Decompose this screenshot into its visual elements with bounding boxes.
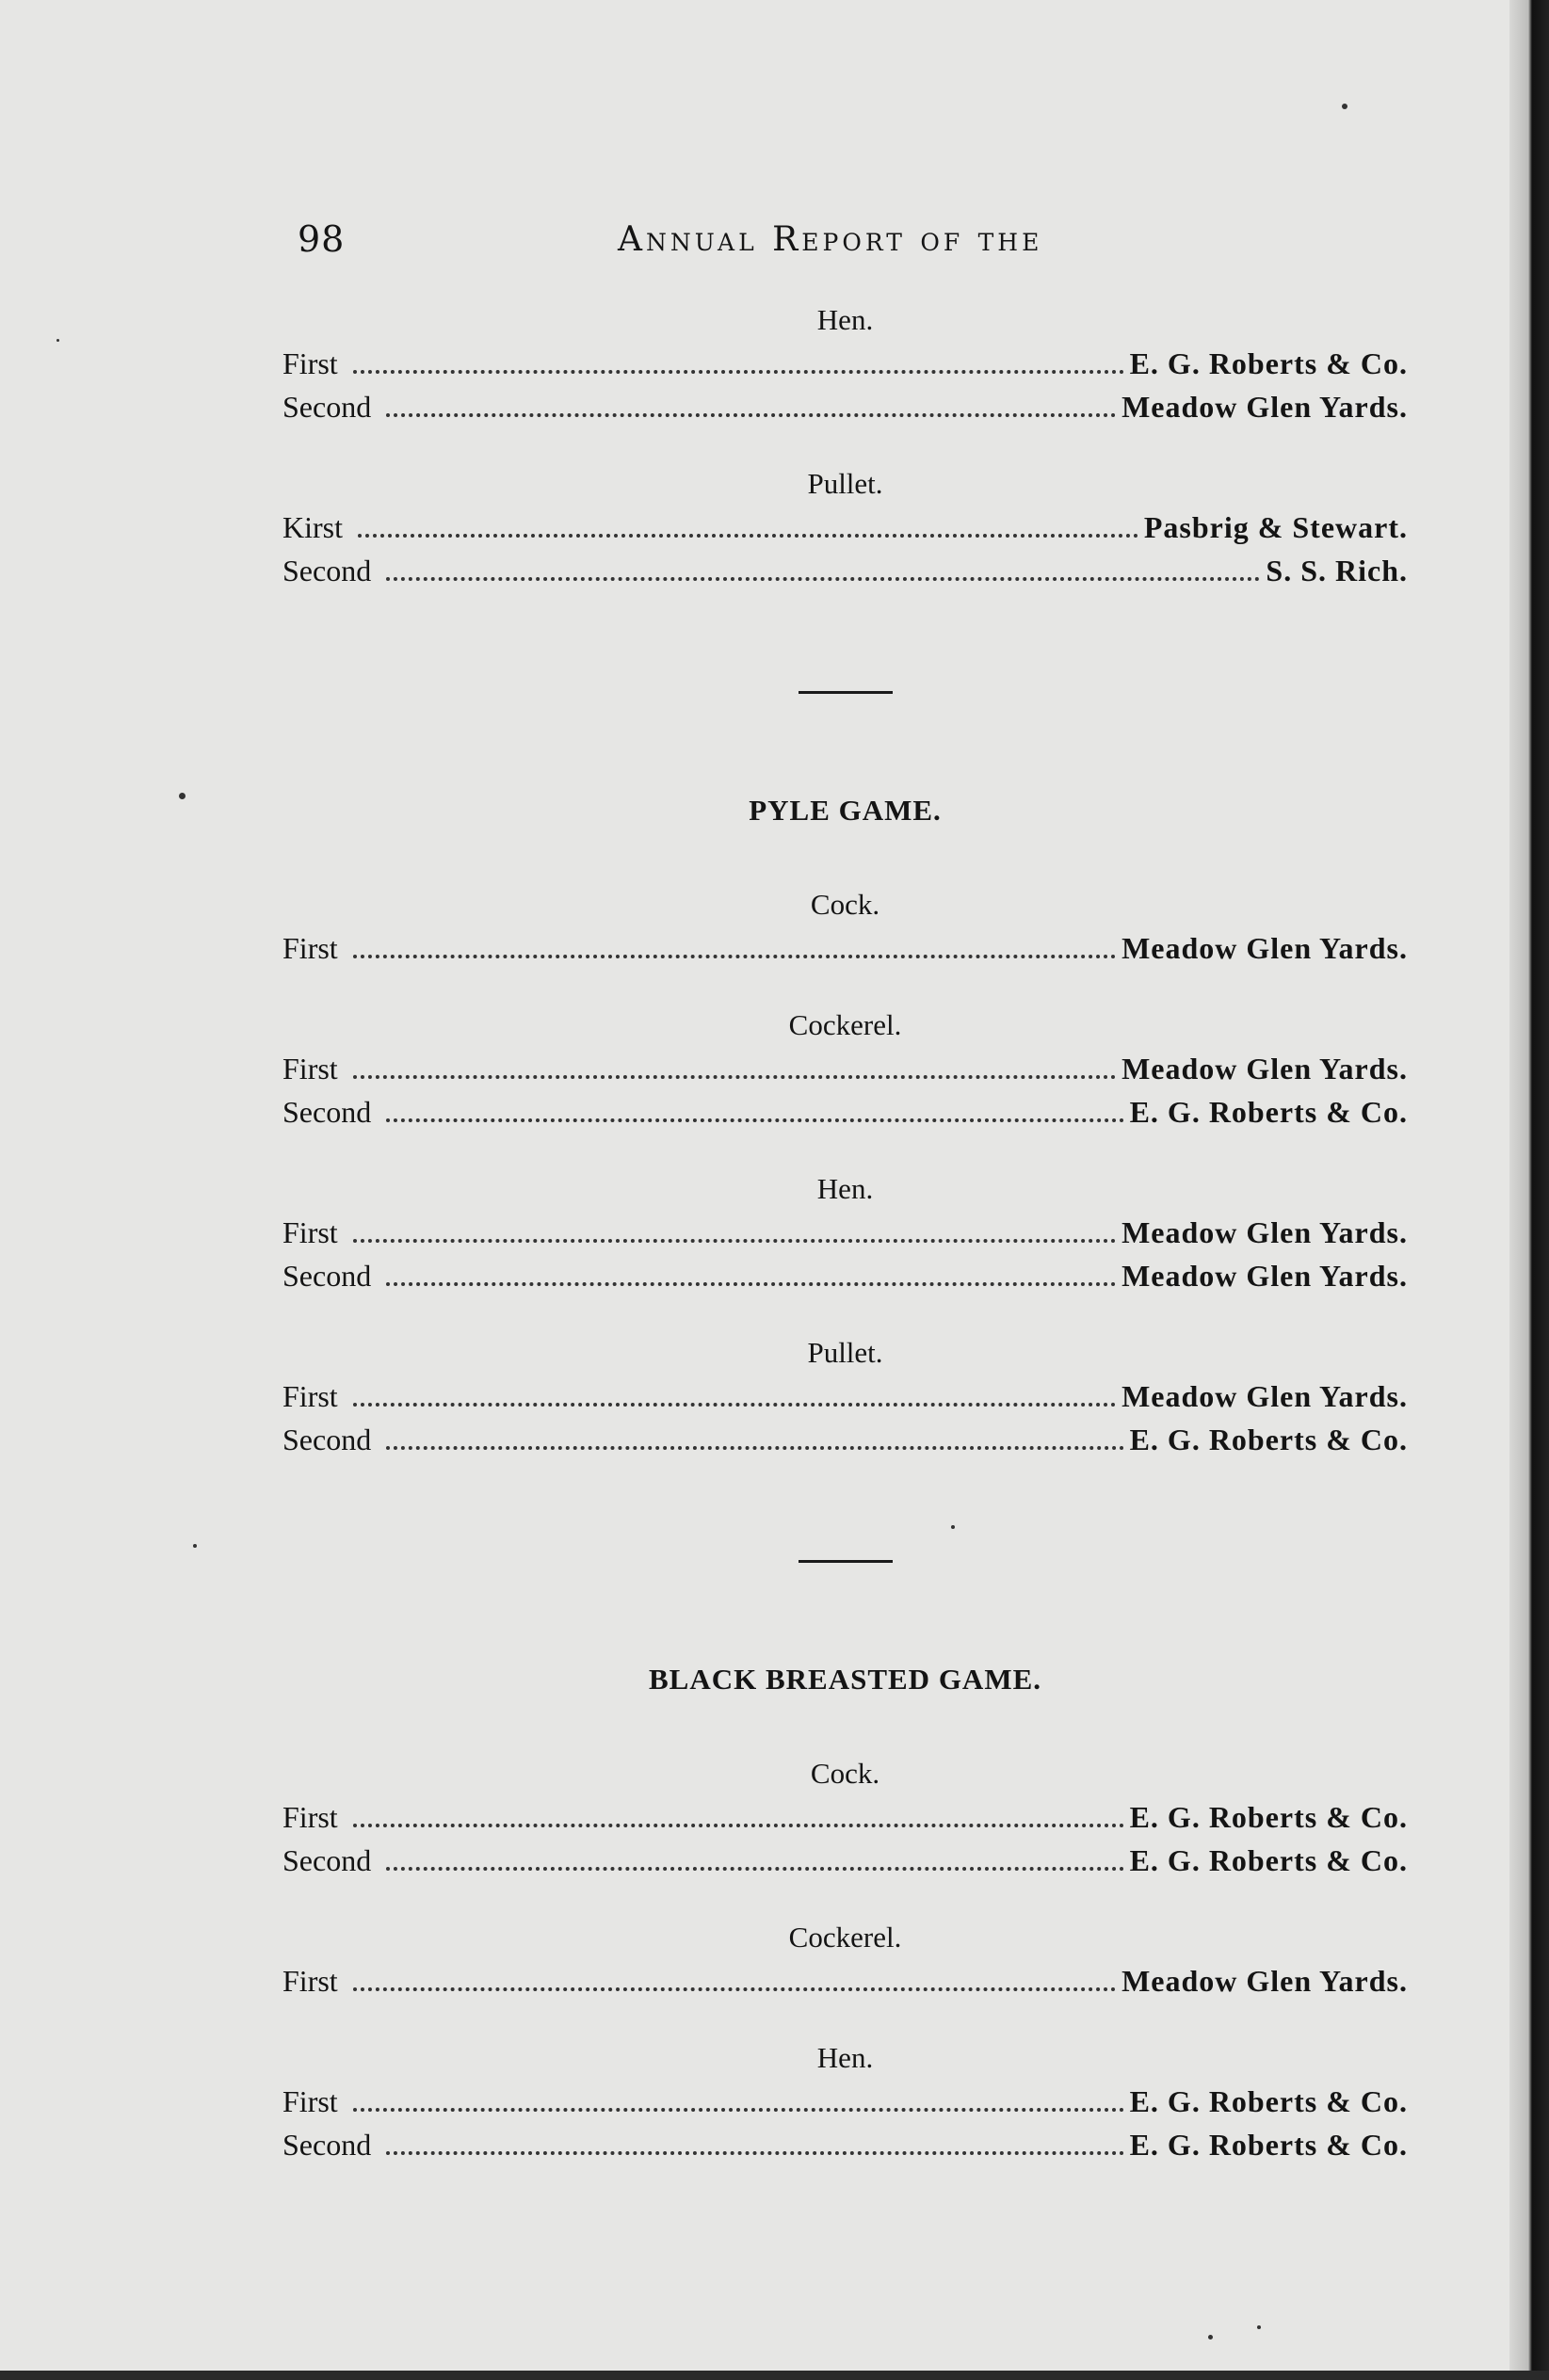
award-place: Second [282, 554, 372, 587]
award-entry [282, 1964, 1408, 2007]
award-entry [282, 510, 1408, 554]
award-place: First [282, 2084, 338, 2118]
award-place: Second [282, 1259, 372, 1293]
award-entry [282, 346, 1408, 390]
award-entry [282, 1423, 1408, 1466]
class-group [282, 1008, 1408, 1138]
award-place: First [282, 1215, 338, 1249]
award-winner: E. G. Roberts & Co. [1129, 1095, 1408, 1129]
page-number: 98 [298, 218, 346, 260]
award-place: Second [282, 2128, 372, 2162]
print-speck [1342, 104, 1347, 109]
class-group [282, 1757, 1408, 1887]
award-winner: Meadow Glen Yards. [1121, 1379, 1408, 1413]
class-title: Cockerel. [788, 1008, 902, 1041]
class-title: Cockerel. [788, 1921, 902, 1954]
class-group [282, 467, 1408, 597]
breed-section [282, 1663, 1408, 2171]
award-winner: Meadow Glen Yards. [1121, 1259, 1408, 1293]
award-entry [282, 1095, 1408, 1138]
breed-section [282, 794, 1408, 1466]
award-winner: Meadow Glen Yards. [1121, 931, 1408, 965]
print-speck [1257, 2325, 1261, 2329]
dot-leader [353, 1403, 1116, 1407]
award-winner: Meadow Glen Yards. [1121, 1052, 1408, 1085]
dot-leader [353, 1824, 1124, 1827]
award-winner: E. G. Roberts & Co. [1129, 2128, 1408, 2162]
running-head [298, 218, 1409, 265]
award-entry [282, 2084, 1408, 2128]
breed-section [282, 303, 1408, 597]
award-winner: E. G. Roberts & Co. [1129, 346, 1408, 380]
award-place: Second [282, 1095, 372, 1129]
section-divider [799, 691, 893, 694]
award-place: Second [282, 1423, 372, 1456]
award-place: First [282, 1964, 338, 1998]
award-winner: Pasbrig & Stewart. [1143, 510, 1408, 544]
section-divider [799, 1560, 893, 1563]
class-title: Pullet. [807, 467, 883, 500]
award-entry [282, 1215, 1408, 1259]
print-speck [179, 793, 186, 799]
dot-leader [386, 1118, 1123, 1122]
breed-title: PYLE GAME. [749, 794, 942, 827]
award-place: Second [282, 390, 372, 424]
awards-list [282, 303, 1408, 2205]
class-title: Hen. [816, 2041, 874, 2074]
class-title: Cock. [810, 888, 880, 921]
class-title: Hen. [816, 303, 874, 336]
award-entry [282, 1052, 1408, 1095]
dot-leader [386, 1282, 1116, 1286]
award-place: Second [282, 1843, 372, 1877]
award-winner: Meadow Glen Yards. [1121, 1964, 1408, 1998]
award-entry [282, 554, 1408, 597]
breed-title: BLACK BREASTED GAME. [648, 1663, 1042, 1696]
dot-leader [386, 1446, 1123, 1450]
print-speck [56, 339, 59, 342]
class-title: Hen. [816, 1172, 874, 1205]
class-group [282, 888, 1408, 974]
award-winner: E. G. Roberts & Co. [1129, 2084, 1408, 2118]
class-group [282, 1921, 1408, 2007]
class-title: Pullet. [807, 1336, 883, 1369]
print-speck [951, 1525, 955, 1529]
award-place: First [282, 931, 338, 965]
award-place: First [282, 1379, 338, 1413]
class-group [282, 303, 1408, 433]
award-entry [282, 931, 1408, 974]
page-bottom-edge [0, 2371, 1549, 2380]
award-entry [282, 1800, 1408, 1843]
class-title: Cock. [810, 1757, 880, 1790]
print-speck [193, 1544, 197, 1548]
dot-leader [358, 534, 1138, 538]
print-speck [1208, 2335, 1213, 2340]
award-place: First [282, 1800, 338, 1834]
class-group [282, 2041, 1408, 2171]
dot-leader [353, 2108, 1124, 2112]
dot-leader [353, 1987, 1116, 1991]
award-winner: Meadow Glen Yards. [1121, 390, 1408, 424]
dot-leader [353, 1239, 1116, 1243]
award-entry [282, 2128, 1408, 2171]
dot-leader [386, 2151, 1123, 2155]
class-group [282, 1172, 1408, 1302]
award-place: First [282, 1052, 338, 1085]
award-winner: E. G. Roberts & Co. [1129, 1423, 1408, 1456]
award-winner: Meadow Glen Yards. [1121, 1215, 1408, 1249]
award-entry [282, 1379, 1408, 1423]
dot-leader [353, 370, 1124, 374]
award-entry [282, 390, 1408, 433]
award-entry [282, 1843, 1408, 1887]
award-winner: E. G. Roberts & Co. [1129, 1800, 1408, 1834]
dot-leader [386, 577, 1260, 581]
award-place: Kirst [282, 510, 343, 544]
running-title: Annual Report of the [618, 220, 1043, 259]
class-group [282, 1336, 1408, 1466]
dot-leader [353, 955, 1116, 958]
dot-leader [386, 1867, 1123, 1871]
award-winner: E. G. Roberts & Co. [1129, 1843, 1408, 1877]
page-edge [1509, 0, 1549, 2380]
award-place: First [282, 346, 338, 380]
award-winner: S. S. Rich. [1266, 554, 1408, 587]
dot-leader [353, 1075, 1116, 1079]
award-entry [282, 1259, 1408, 1302]
dot-leader [386, 413, 1116, 417]
